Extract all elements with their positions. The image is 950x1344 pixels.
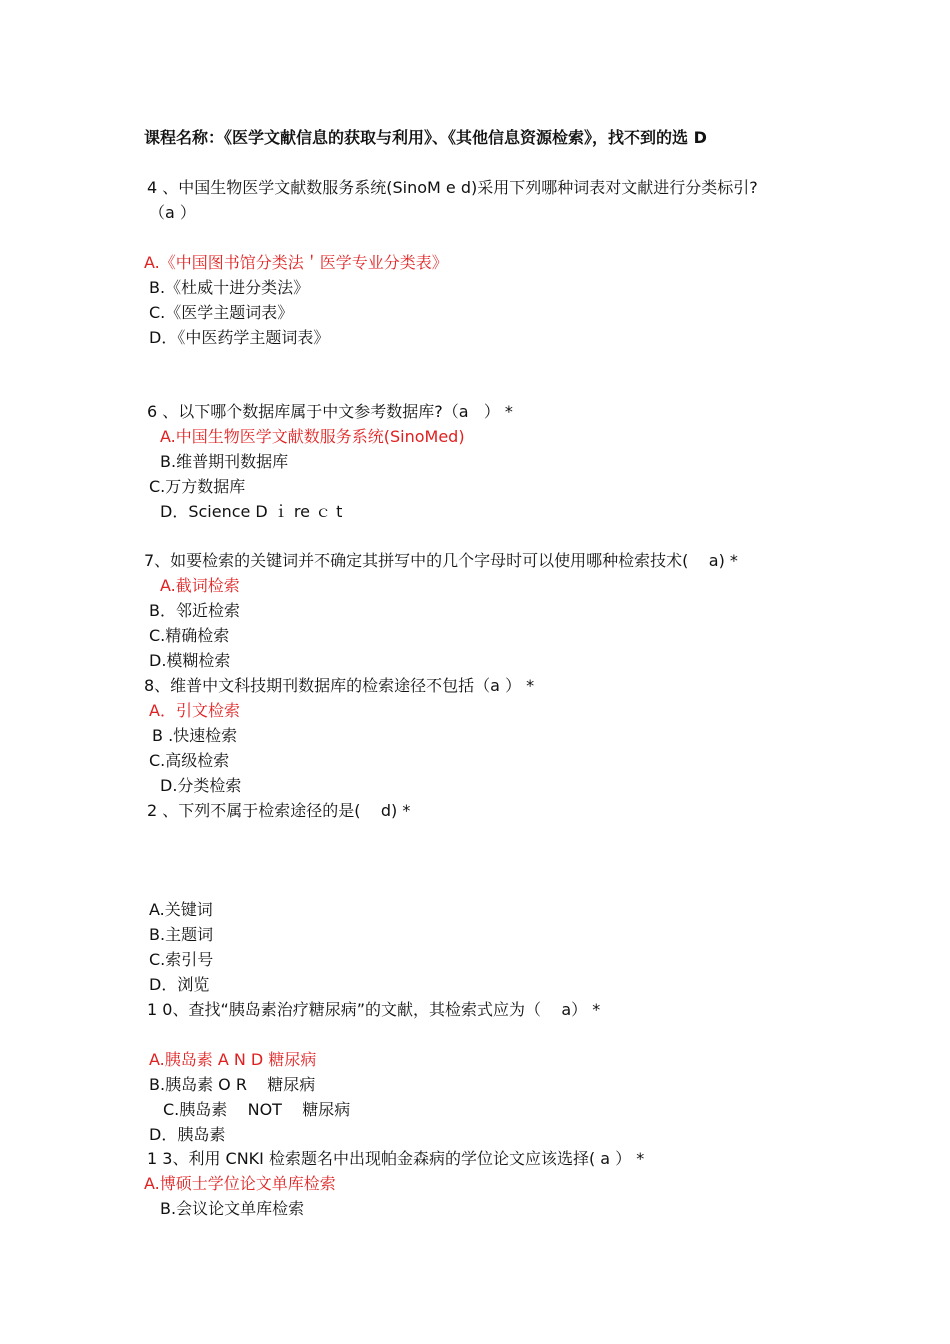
question-6-option-c: C.万方数据库: [149, 477, 246, 496]
question-6-option-d: D．Science D ｉ re ｃ t: [160, 502, 343, 521]
question-4-text: 4 、中国生物医学文献数服务系统(SinoM e d)采用下列哪种词表对文献进行分类标引?: [147, 178, 758, 197]
question-2-option-d: D．浏览: [149, 975, 210, 994]
question-8-option-c: C.高级检索: [149, 751, 230, 770]
question-4-option-c: C.《医学主题词表》: [149, 303, 294, 322]
course-title: 课程名称：《医学文献信息的获取与利用》、《其他信息资源检索》，找不到的选 D: [144, 128, 707, 147]
question-7-option-a: A.截词检索: [160, 576, 240, 595]
question-6-option-a: A.中国生物医学文献数服务系统(SinoMed): [160, 427, 465, 446]
question-8-option-a: A．引文检索: [149, 701, 240, 720]
question-7-option-d: D.模糊检索: [149, 651, 231, 670]
question-7-option-c: C.精确检索: [149, 626, 230, 645]
question-6-text: 6 、以下哪个数据库属于中文参考数据库?（a ） *: [147, 402, 513, 421]
question-7-text: 7、如要检索的关键词并不确定其拼写中的几个字母时可以使用哪种检索技术( a) *: [144, 551, 738, 570]
question-4-option-b: B.《杜威十进分类法》: [149, 278, 310, 297]
question-8-option-b: B .快速检索: [152, 726, 238, 745]
question-4-option-d: D．《中医药学主题词表》: [149, 328, 330, 347]
question-13-option-b: B.会议论文单库检索: [160, 1199, 305, 1218]
question-13-option-a: A.博硕士学位论文单库检索: [144, 1174, 336, 1193]
question-10-option-c: C.胰岛素 NOT 糖尿病: [163, 1100, 351, 1119]
question-4-option-a: A.《中国图书馆分类法＇医学专业分类表》: [144, 253, 448, 272]
question-8-option-d: D.分类检索: [160, 776, 242, 795]
question-2-option-c: C.索引号: [149, 950, 214, 969]
question-6-option-b: B.维普期刊数据库: [160, 452, 289, 471]
question-8-text: 8、维普中文科技期刊数据库的检索途径不包括（a ） *: [144, 676, 535, 695]
question-2-option-b: B.主题词: [149, 925, 214, 944]
question-4-answer-mark: （a ）: [149, 203, 196, 222]
question-10-text: 1 0、查找“胰岛素治疗糖尿病”的文献，其检索式应为（ a） *: [147, 1000, 601, 1019]
question-10-option-b: B.胰岛素 O R 糖尿病: [149, 1075, 316, 1094]
question-10-option-d: D．胰岛素: [149, 1125, 226, 1144]
question-13-text: 1 3、利用 CNKI 检索题名中出现帕金森病的学位论文应该选择( a ） *: [147, 1149, 645, 1168]
question-2-option-a: A.关键词: [149, 900, 213, 919]
question-2-text: 2 、下列不属于检索途径的是( d) *: [147, 801, 411, 820]
question-10-option-a: A.胰岛素 A N D 糖尿病: [149, 1050, 317, 1069]
question-7-option-b: B．邻近检索: [149, 601, 240, 620]
